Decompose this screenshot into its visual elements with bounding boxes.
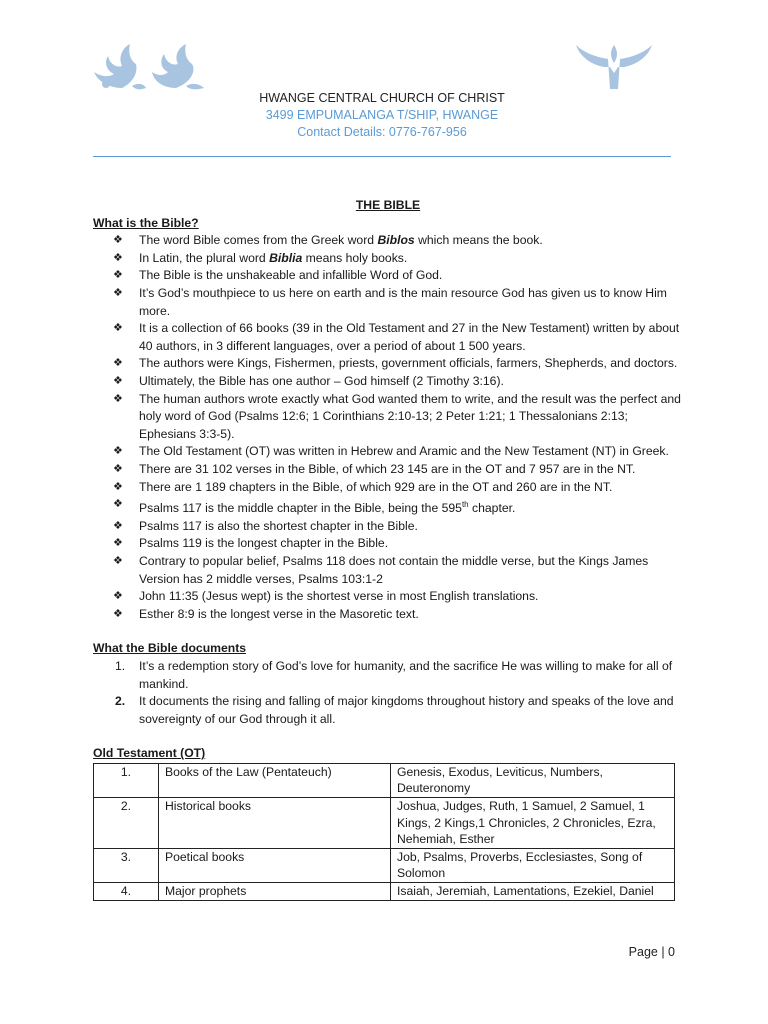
- list-item-text: Ultimately, the Bible has one author – God himself (2 Timothy 3:16).: [139, 373, 504, 388]
- table-row: [94, 798, 675, 849]
- church-name: HWANGE CENTRAL CHURCH OF CHRIST: [259, 91, 505, 105]
- list-item: [93, 588, 683, 606]
- diamond-bullet-icon: ❖: [113, 590, 123, 603]
- diamond-bullet-icon: ❖: [113, 322, 123, 335]
- list-item-text: It is a collection of 66 books (39 in the Old Testament and 27 in the New Testament) written by about 40 authors, in 3 different languages, over a period of about 1 500 years.: [139, 321, 680, 353]
- church-contact: Contact Details: 0776-767-956: [297, 125, 467, 139]
- table-row: [94, 848, 675, 882]
- list-item: [93, 391, 683, 444]
- list-item-text: Contrary to popular belief, Psalms 118 does not contain the middle verse, but the Kings James Version has 2 middle verses, Psalms 103:1-2: [139, 553, 649, 586]
- fleur-ornament-right-icon: [574, 43, 654, 91]
- diamond-bullet-icon: ❖: [113, 286, 123, 299]
- diamond-bullet-icon: ❖: [113, 607, 123, 620]
- section-heading-what-is-bible: What is the Bible?: [93, 215, 199, 230]
- list-item: [93, 496, 683, 518]
- list-item-text: It’s God’s mouthpiece to us here on earth and is the main resource God has given us to know Him more.: [139, 285, 667, 318]
- list-item-text: John 11:35 (Jesus wept) is the shortest verse in most English translations.: [139, 589, 539, 604]
- list-item: [93, 479, 683, 497]
- list-item: [93, 267, 683, 285]
- list-item-text: The authors were Kings, Fishermen, priests, government officials, farmers, Shepherds, and doctors.: [139, 356, 678, 371]
- list-item-text: means holy books.: [302, 250, 408, 265]
- diamond-bullet-icon: ❖: [113, 374, 123, 387]
- diamond-bullet-icon: ❖: [113, 392, 123, 405]
- page-number: Page | 0: [628, 945, 675, 959]
- list-item: [93, 518, 683, 536]
- book-category: Major prophets: [159, 883, 391, 901]
- diamond-bullet-icon: ❖: [113, 269, 123, 282]
- list-item-text: The Bible is the unshakeable and infallible Word of God.: [139, 268, 443, 283]
- list-item-text: which means the book.: [414, 233, 543, 248]
- list-item-text: There are 31 102 verses in the Bible, of which 23 145 are in the OT and 7 957 are in the NT.: [139, 461, 636, 476]
- document-title: THE BIBLE: [355, 198, 421, 212]
- document-body: [93, 197, 683, 901]
- table-row: [94, 883, 675, 901]
- list-item-text: Psalms 117 is also the shortest chapter in the Bible.: [139, 518, 418, 533]
- item-number: 2.: [115, 694, 126, 709]
- list-item-text: Esther 8:9 is the longest verse in the Masoretic text.: [139, 606, 419, 621]
- numbered-item-text: It’s a redemption story of God’s love for humanity, and the sacrifice He was willing to make for all of mankind.: [139, 658, 673, 691]
- list-item: [93, 443, 683, 461]
- book-list: Joshua, Judges, Ruth, 1 Samuel, 2 Samuel, 1 Kings, 2 Kings,1 Chronicles, 2 Chronicles, Ezra, Nehemiah, Esther: [391, 798, 675, 849]
- item-number: 1.: [115, 658, 126, 673]
- list-item-text: There are 1 189 chapters in the Bible, of which 929 are in the OT and 260 are in the NT.: [139, 479, 613, 494]
- book-category: Historical books: [159, 798, 391, 849]
- emphasis-word: Biblia: [269, 250, 303, 265]
- list-item: [93, 250, 683, 268]
- diamond-bullet-icon: ❖: [113, 537, 123, 550]
- list-item-text: The Old Testament (OT) was written in Hebrew and Aramic and the New Testament (NT) in Greek.: [139, 444, 669, 459]
- list-item: [93, 320, 683, 355]
- book-category: Books of the Law (Pentateuch): [159, 763, 391, 797]
- list-item-text: chapter.: [468, 501, 516, 516]
- letterhead: [93, 90, 671, 141]
- list-item: [93, 606, 683, 624]
- diamond-bullet-icon: ❖: [113, 498, 123, 511]
- diamond-bullet-icon: ❖: [113, 480, 123, 493]
- list-item-text: Psalms 117 is the middle chapter in the Bible, being the 595: [139, 501, 462, 516]
- row-number: 1.: [94, 763, 159, 797]
- numbered-item: [93, 693, 683, 728]
- header-divider: [93, 156, 671, 157]
- emphasis-word: Biblos: [377, 233, 415, 248]
- superscript: th: [461, 500, 469, 510]
- church-address: 3499 EMPUMALANGA T/SHIP, HWANGE: [265, 108, 499, 122]
- diamond-bullet-icon: ❖: [113, 445, 123, 458]
- old-testament-table: [93, 763, 675, 901]
- list-item-text: The human authors wrote exactly what God wanted them to write, and the result was the perfect and holy word of God (Psalms 12:6; 1 Corinthians 2:10-13; 2 Peter 1:21; 1 Thessalonians 2:13; Ephesians 3:3-5).: [139, 391, 681, 441]
- row-number: 4.: [94, 883, 159, 901]
- diamond-bullet-icon: ❖: [113, 554, 123, 567]
- bible-documents-list: [93, 658, 683, 728]
- diamond-bullet-icon: ❖: [113, 251, 123, 264]
- book-list: Genesis, Exodus, Leviticus, Numbers, Deuteronomy: [391, 763, 675, 797]
- book-category: Poetical books: [159, 848, 391, 882]
- diamond-bullet-icon: ❖: [113, 234, 123, 247]
- diamond-bullet-icon: ❖: [113, 519, 123, 532]
- list-item-text: In Latin, the plural word: [139, 250, 270, 265]
- book-list: Isaiah, Jeremiah, Lamentations, Ezekiel, Daniel: [391, 883, 675, 901]
- list-item: [93, 373, 683, 391]
- list-item: [93, 232, 683, 250]
- row-number: 3.: [94, 848, 159, 882]
- numbered-item-text: It documents the rising and falling of major kingdoms throughout history and speaks of the love and sovereignty of our God through it all.: [139, 694, 674, 726]
- list-item: [93, 461, 683, 479]
- diamond-bullet-icon: ❖: [113, 462, 123, 475]
- floral-ornament-left-icon: [92, 42, 206, 92]
- book-list: Job, Psalms, Proverbs, Ecclesiastes, Song of Solomon: [391, 848, 675, 882]
- row-number: 2.: [94, 798, 159, 849]
- list-item: [93, 355, 683, 373]
- section-heading-what-bible-documents: What the Bible documents: [93, 641, 247, 656]
- list-item: [93, 535, 683, 553]
- list-item: [93, 553, 683, 588]
- list-item-text: Psalms 119 is the longest chapter in the Bible.: [139, 536, 389, 551]
- diamond-bullet-icon: ❖: [113, 357, 123, 370]
- list-item-text: The word Bible comes from the Greek word: [139, 233, 378, 248]
- section-heading-old-testament: Old Testament (OT): [93, 746, 206, 761]
- table-row: [94, 763, 675, 797]
- numbered-item: [93, 658, 683, 693]
- list-item: [93, 285, 683, 320]
- bible-facts-list: [93, 232, 683, 623]
